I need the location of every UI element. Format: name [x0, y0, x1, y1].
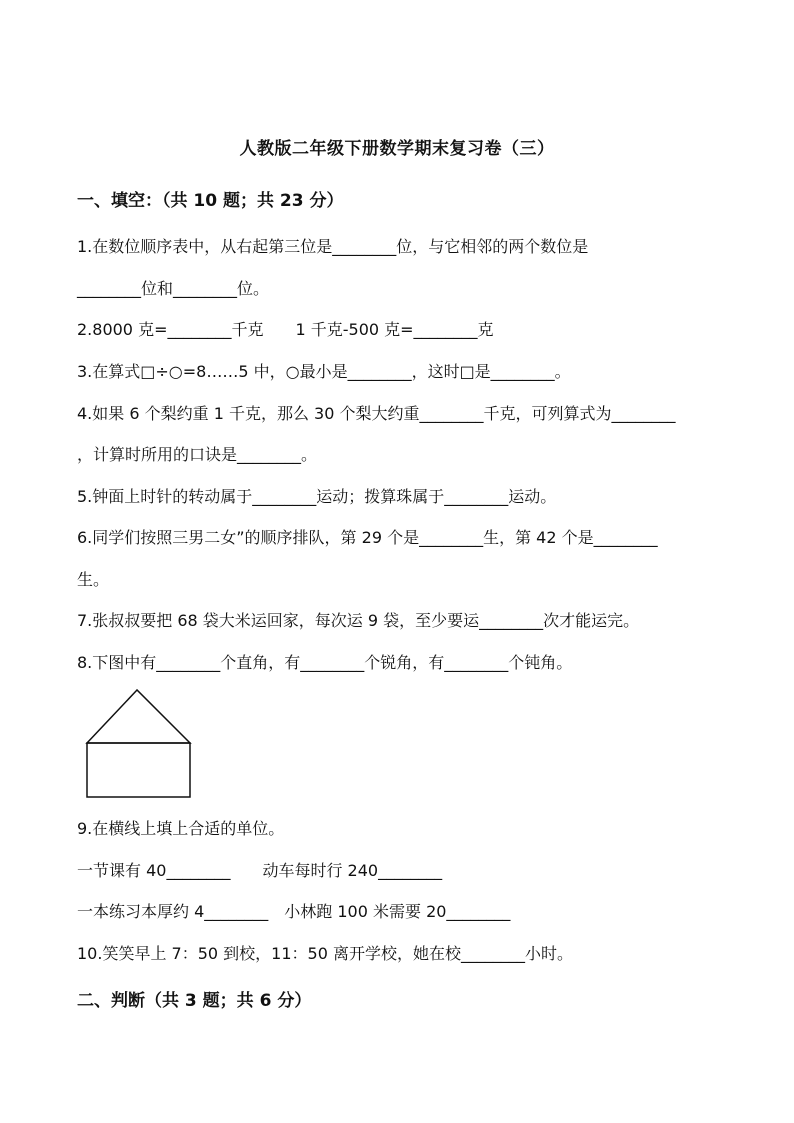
question-3: 3.在算式□÷○=8……5 中，○最小是________，这时□是________。	[77, 362, 571, 381]
section-true-false-heading: 二、判断（共 3 题；共 6 分）	[77, 991, 312, 1011]
question-10: 10.笑笑早上 7：50 到校，11：50 离开学校，她在校________小时。	[77, 944, 573, 963]
question-9-intro: 9.在横线上填上合适的单位。	[77, 819, 285, 838]
question-8: 8.下图中有________个直角，有________个锐角，有________个钝角。	[77, 653, 573, 672]
page-title: 人教版二年级下册数学期末复习卷（三）	[239, 139, 555, 159]
question-5: 5.钟面上时针的转动属于________运动；拨算珠属于________运动。	[77, 487, 557, 506]
question-6-line-2: 生。	[77, 570, 110, 589]
question-2: 2.8000 克=________千克 1 千克-500 克=________克	[77, 320, 494, 339]
question-1-line-2: ________位和________位。	[77, 279, 270, 298]
question-9-row-1: 一节课有 40________ 动车每时行 240________	[77, 861, 443, 880]
house-shape-figure	[80, 688, 196, 800]
triangle-roof	[87, 690, 190, 743]
question-4-line-2: ，计算时所用的口诀是________。	[77, 445, 318, 464]
question-4-line-1: 4.如果 6 个梨约重 1 千克，那么 30 个梨大约重________千克，可列算式为________	[77, 404, 676, 423]
question-7: 7.张叔叔要把 68 袋大米运回家，每次运 9 袋，至少要运________次才能运完。	[77, 611, 640, 630]
section-fill-blanks-heading: 一、填空：（共 10 题；共 23 分）	[77, 191, 344, 211]
question-1-line-1: 1.在数位顺序表中，从右起第三位是________位，与它相邻的两个数位是	[77, 237, 589, 256]
question-6-line-1: 6.同学们按照三男二女”的顺序排队，第 29 个是________生，第 42 个是________	[77, 528, 658, 547]
rectangle-body	[87, 743, 190, 797]
question-9-row-2: 一本练习本厚约 4________ 小林跑 100 米需要 20________	[77, 902, 511, 921]
